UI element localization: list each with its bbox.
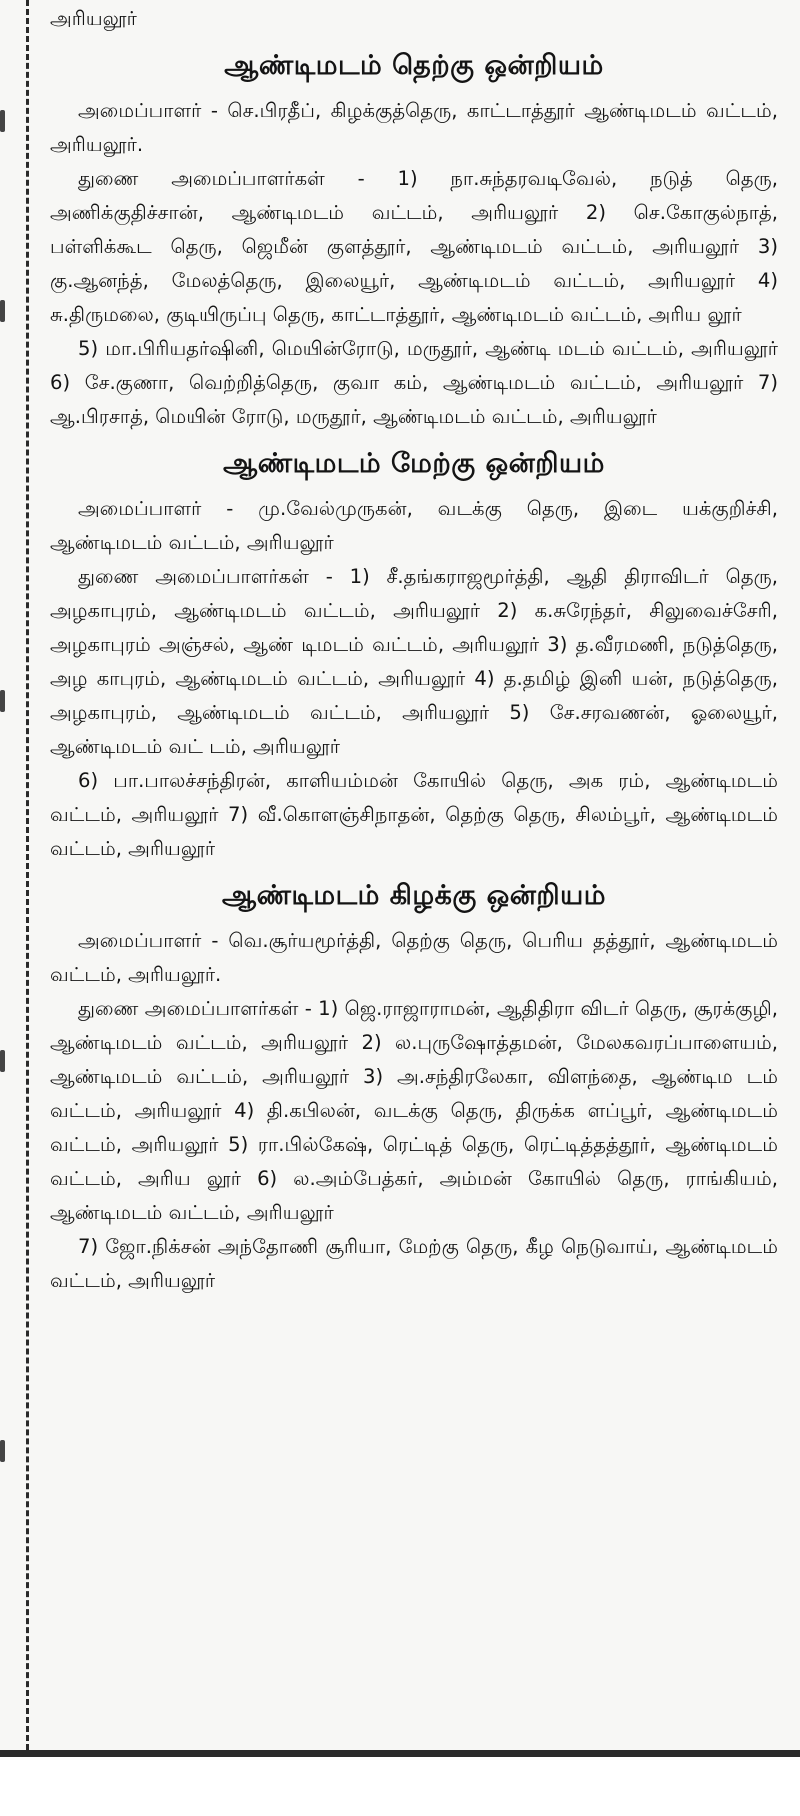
- bottom-rule: [0, 1750, 800, 1757]
- deputy-coordinators-continued: 5) மா.பிரியதர்ஷினி, மெயின்ரோடு, மருதூர், ஆண்டி மடம் வட்டம், அரியலூர் 6) சே.குணா, வெற்றித்தெரு, குவா கம், ஆண்டிமடம் வட்டம், அரியலூர் 7) ஆ.பிரசாத், மெயின் ரோடு, மருதூர், ஆண்டிமடம் வட்டம், அரியலூர்: [50, 337, 778, 428]
- continued-line: அரியலூர்: [50, 7, 137, 30]
- edge-mark: [0, 1050, 5, 1072]
- deputy-coordinators-paragraph: துணை அமைப்பாளர்கள் - 1) ஜெ.ராஜாராமன், ஆதிதிரா விடர் தெரு, சூரக்குழி, ஆண்டிமடம் வட்டம், அரியலூர் 2) ல.புருஷோத்தமன், மேலகவரப்பாளையம், ஆண்டிமடம் வட்டம், அரியலூர் 3) அ.சந்திரலேகா, விளந்தை, ஆண்டிம டம் வட்டம், அரியலூர் 4) தி.கபிலன், வடக்கு தெரு, திருக்க ளப்பூர், ஆண்டிமடம் வட்டம், அரியலூர் 5) ரா.பில்கேஷ், ரெட்டித் தெரு, ரெட்டித்தத்தூர், ஆண்டிமடம் வட்டம், அரிய லூர் 6) ல.அம்பேத்கர், அம்மன் கோயில் தெரு, ராங்கியம், ஆண்டிமடம் வட்டம், அரியலூர்: [50, 997, 778, 1224]
- edge-mark: [0, 1440, 5, 1462]
- coordinator-paragraph: அமைப்பாளர் - செ.பிரதீப், கிழக்குத்தெரு, காட்டாத்தூர் ஆண்டிமடம் வட்டம், அரியலூர்.: [50, 99, 778, 156]
- section-heading: ஆண்டிமடம் மேற்கு ஒன்றியம்: [223, 448, 605, 479]
- edge-mark: [0, 300, 5, 322]
- section-south-union: [50, 46, 778, 434]
- deputy-coordinators-continued: 6) பா.பாலச்சந்திரன், காளியம்மன் கோயில் தெரு, அக ரம், ஆண்டிமடம் வட்டம், அரியலூர் 7) வீ.கொளஞ்சிநாதன், தெற்கு தெரு, சிலம்பூர், ஆண்டிமடம் வட்டம், அரியலூர்: [50, 769, 778, 860]
- deputy-coordinators-paragraph: துணை அமைப்பாளர்கள் - 1) நா.சுந்தரவடிவேல், நடுத் தெரு, அணிக்குதிச்சான், ஆண்டிமடம் வட்டம், அரியலூர் 2) செ.கோகுல்நாத், பள்ளிக்கூட தெரு, ஜெமீன் குளத்தூர், ஆண்டிமடம் வட்டம், அரியலூர் 3) கு.ஆனந்த், மேலத்தெரு, இலையூர், ஆண்டிமடம் வட்டம், அரியலூர் 4) சு.திருமலை, குடியிருப்பு தெரு, காட்டாத்தூர், ஆண்டிமடம் வட்டம், அரிய லூர்: [50, 167, 778, 326]
- section-heading: ஆண்டிமடம் தெற்கு ஒன்றியம்: [224, 50, 604, 81]
- coordinator-paragraph: அமைப்பாளர் - வெ.சூர்யமூர்த்தி, தெற்கு தெரு, பெரிய தத்தூர், ஆண்டிமடம் வட்டம், அரியலூர்.: [50, 929, 778, 986]
- article-column: [50, 0, 778, 1298]
- edge-mark: [0, 110, 5, 132]
- deputy-coordinators-paragraph: துணை அமைப்பாளர்கள் - 1) சீ.தங்கராஜமூர்த்தி, ஆதி திராவிடர் தெரு, அழகாபுரம், ஆண்டிமடம் வட்டம், அரியலூர் 2) க.சுரேந்தர், சிலுவைச்சேரி, அழகாபுரம் அஞ்சல், ஆண் டிமடம் வட்டம், அரியலூர் 3) த.வீரமணி, நடுத்தெரு, அழ காபுரம், ஆண்டிமடம் வட்டம், அரியலூர் 4) த.தமிழ் இனி யன், நடுத்தெரு, அழகாபுரம், ஆண்டிமடம் வட்டம், அரியலூர் 5) சே.சரவணன், ஓலையூர், ஆண்டிமடம் வட் டம், அரியலூர்: [50, 565, 778, 758]
- column-cut-line: [26, 0, 29, 1750]
- section-west-union: [50, 444, 778, 866]
- page-edge-marks: [0, 0, 10, 1750]
- section-heading: ஆண்டிமடம் கிழக்கு ஒன்றியம்: [221, 880, 607, 911]
- blank-margin: [0, 1757, 800, 1816]
- section-east-union: [50, 876, 778, 1298]
- coordinator-paragraph: அமைப்பாளர் - மு.வேல்முருகன், வடக்கு தெரு, இடை யக்குறிச்சி, ஆண்டிமடம் வட்டம், அரியலூர்: [50, 497, 778, 554]
- edge-mark: [0, 690, 5, 712]
- deputy-coordinators-continued: 7) ஜோ.நிக்சன் அந்தோணி சூரியா, மேற்கு தெரு, கீழ நெடுவாய், ஆண்டிமடம் வட்டம், அரியலூர்: [50, 1235, 778, 1292]
